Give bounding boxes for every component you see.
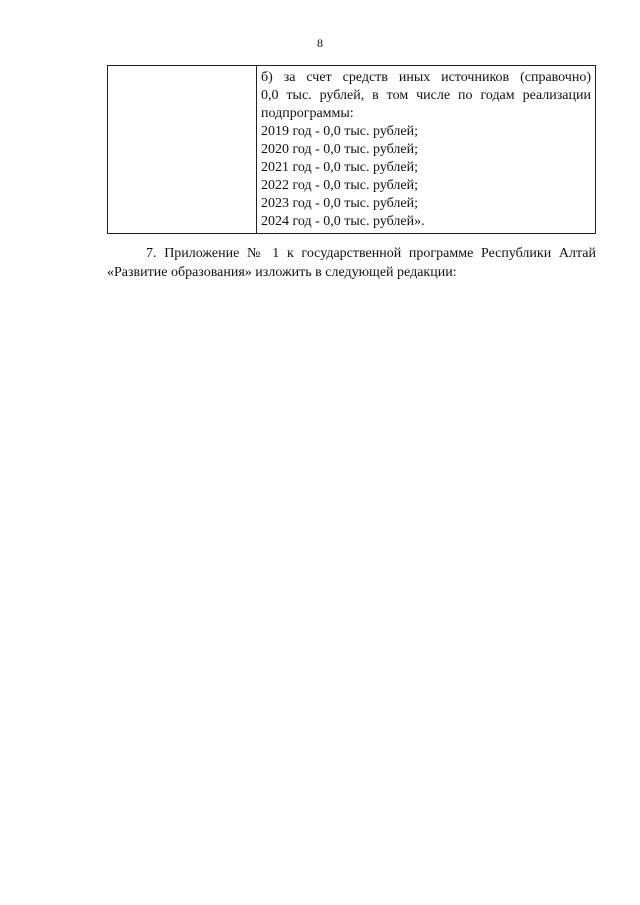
paragraph-line-2: «Развитие образования» изложить в следующей редакции: — [107, 265, 457, 280]
funding-year-2024: 2024 год - 0,0 тыс. рублей». — [261, 214, 425, 229]
funding-year-2019: 2019 год - 0,0 тыс. рублей; — [261, 124, 419, 139]
funding-line-3: подпрограммы: — [261, 106, 354, 121]
funding-text — [257, 66, 595, 233]
funding-year-2020: 2020 год - 0,0 тыс. рублей; — [261, 142, 419, 157]
funding-year-2023: 2023 год - 0,0 тыс. рублей; — [261, 196, 419, 211]
table-left-cell — [108, 66, 257, 234]
table-right-cell — [257, 66, 596, 234]
funding-line-2: 0,0 тыс. рублей, в том числе по годам реализации — [261, 88, 591, 103]
page-number: 8 — [317, 36, 323, 50]
table-row — [108, 66, 596, 234]
funding-year-2021: 2021 год - 0,0 тыс. рублей; — [261, 160, 419, 175]
subprogram-funding-table — [107, 65, 596, 234]
amendment-paragraph — [107, 244, 596, 282]
funding-year-2022: 2022 год - 0,0 тыс. рублей; — [261, 178, 419, 193]
funding-line-1: б) за счет средств иных источников (справочно) — [261, 70, 591, 85]
paragraph-line-1: 7. Приложение № 1 к государственной программе Республики Алтай — [146, 246, 596, 261]
